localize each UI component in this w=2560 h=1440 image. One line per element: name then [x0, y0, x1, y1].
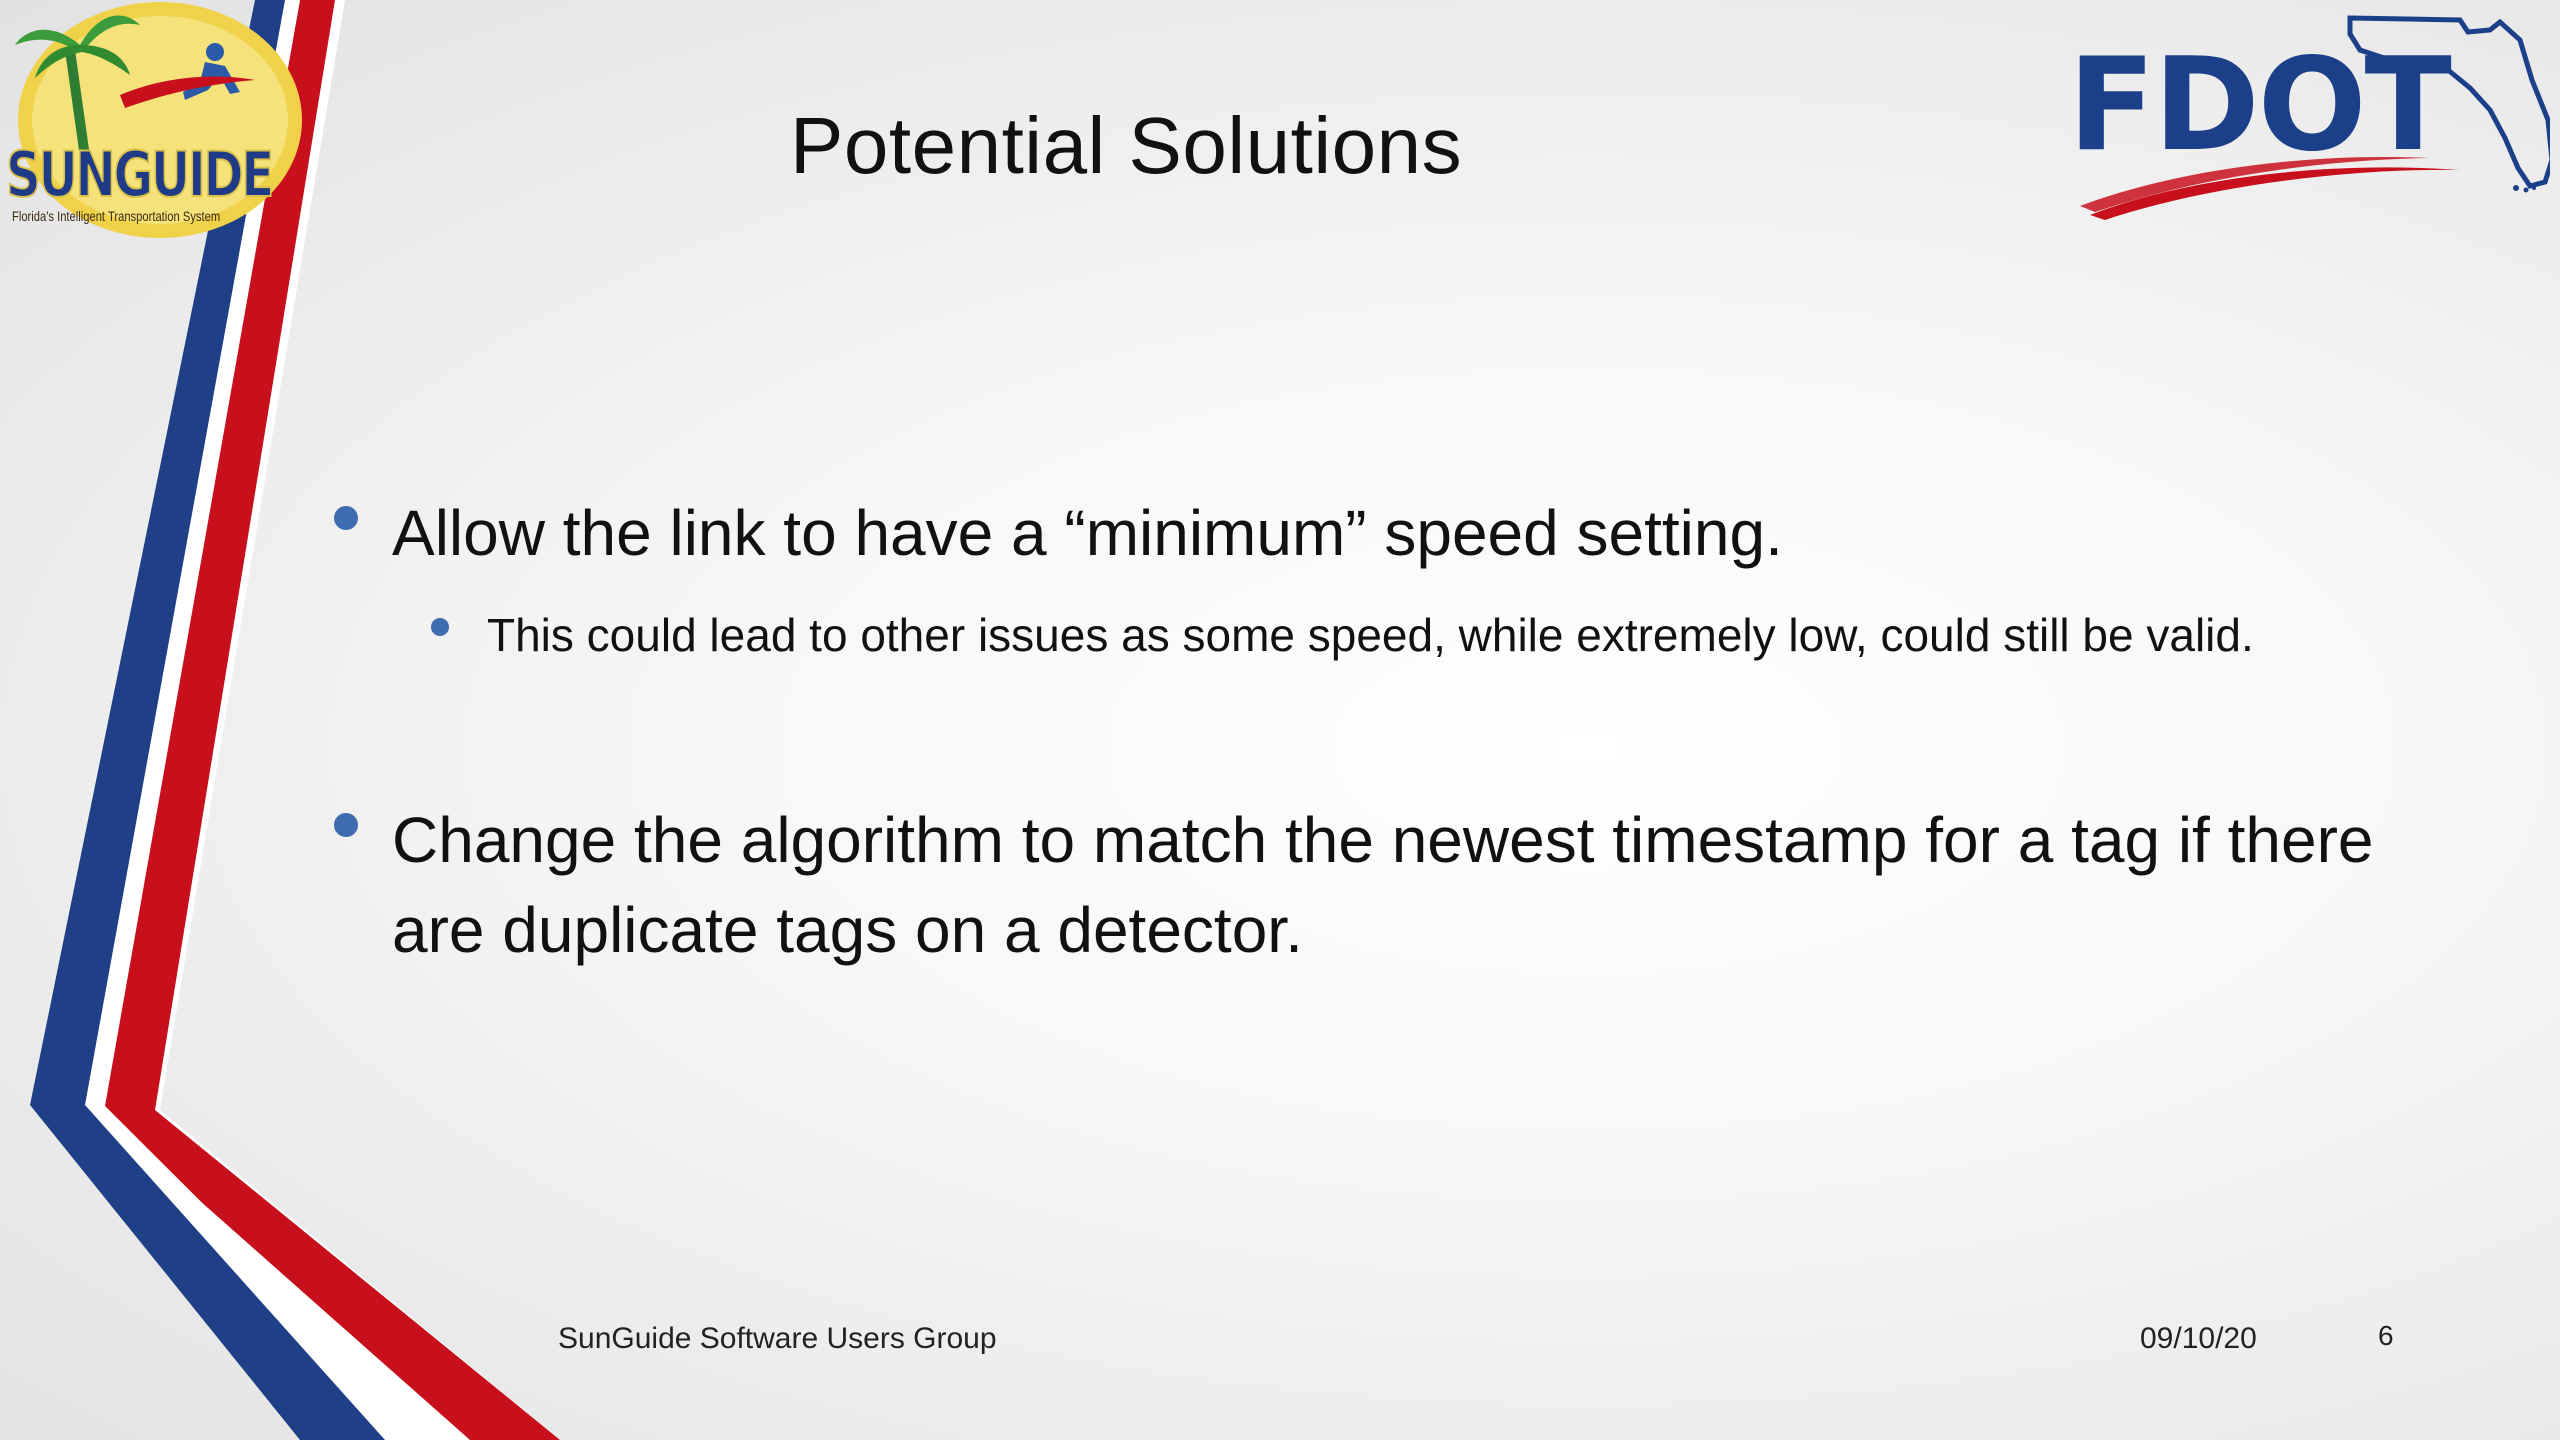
fdot-logo: [2060, 10, 2550, 220]
slide-number: 6: [2378, 1320, 2394, 1351]
sunguide-tagline: Florida's Intelligent Transportation System: [12, 208, 221, 224]
bullet-text: Allow the link to have a “minimum” speed setting.: [392, 497, 1783, 569]
bullet-text: Change the algorithm to match the newest timestamp for a tag if there are duplicate tags on a detector.: [392, 804, 2374, 966]
bullet-icon: [334, 813, 358, 837]
sub-bullet-text: This could lead to other issues as some speed, while extremely low, could still be valid.: [487, 609, 2254, 661]
sunguide-wordmark: SUNGUIDE: [6, 138, 272, 211]
footer-date: 09/10/20: [2140, 1322, 2257, 1355]
bullet-icon: [334, 506, 358, 530]
slide-title: Potential Solutions: [790, 101, 1463, 190]
sub-bullet-icon: [431, 618, 449, 636]
footer-text: SunGuide Software Users Group: [558, 1322, 997, 1355]
sunguide-logo: [0, 0, 310, 260]
fdot-wordmark: FDOT: [2068, 31, 2450, 180]
